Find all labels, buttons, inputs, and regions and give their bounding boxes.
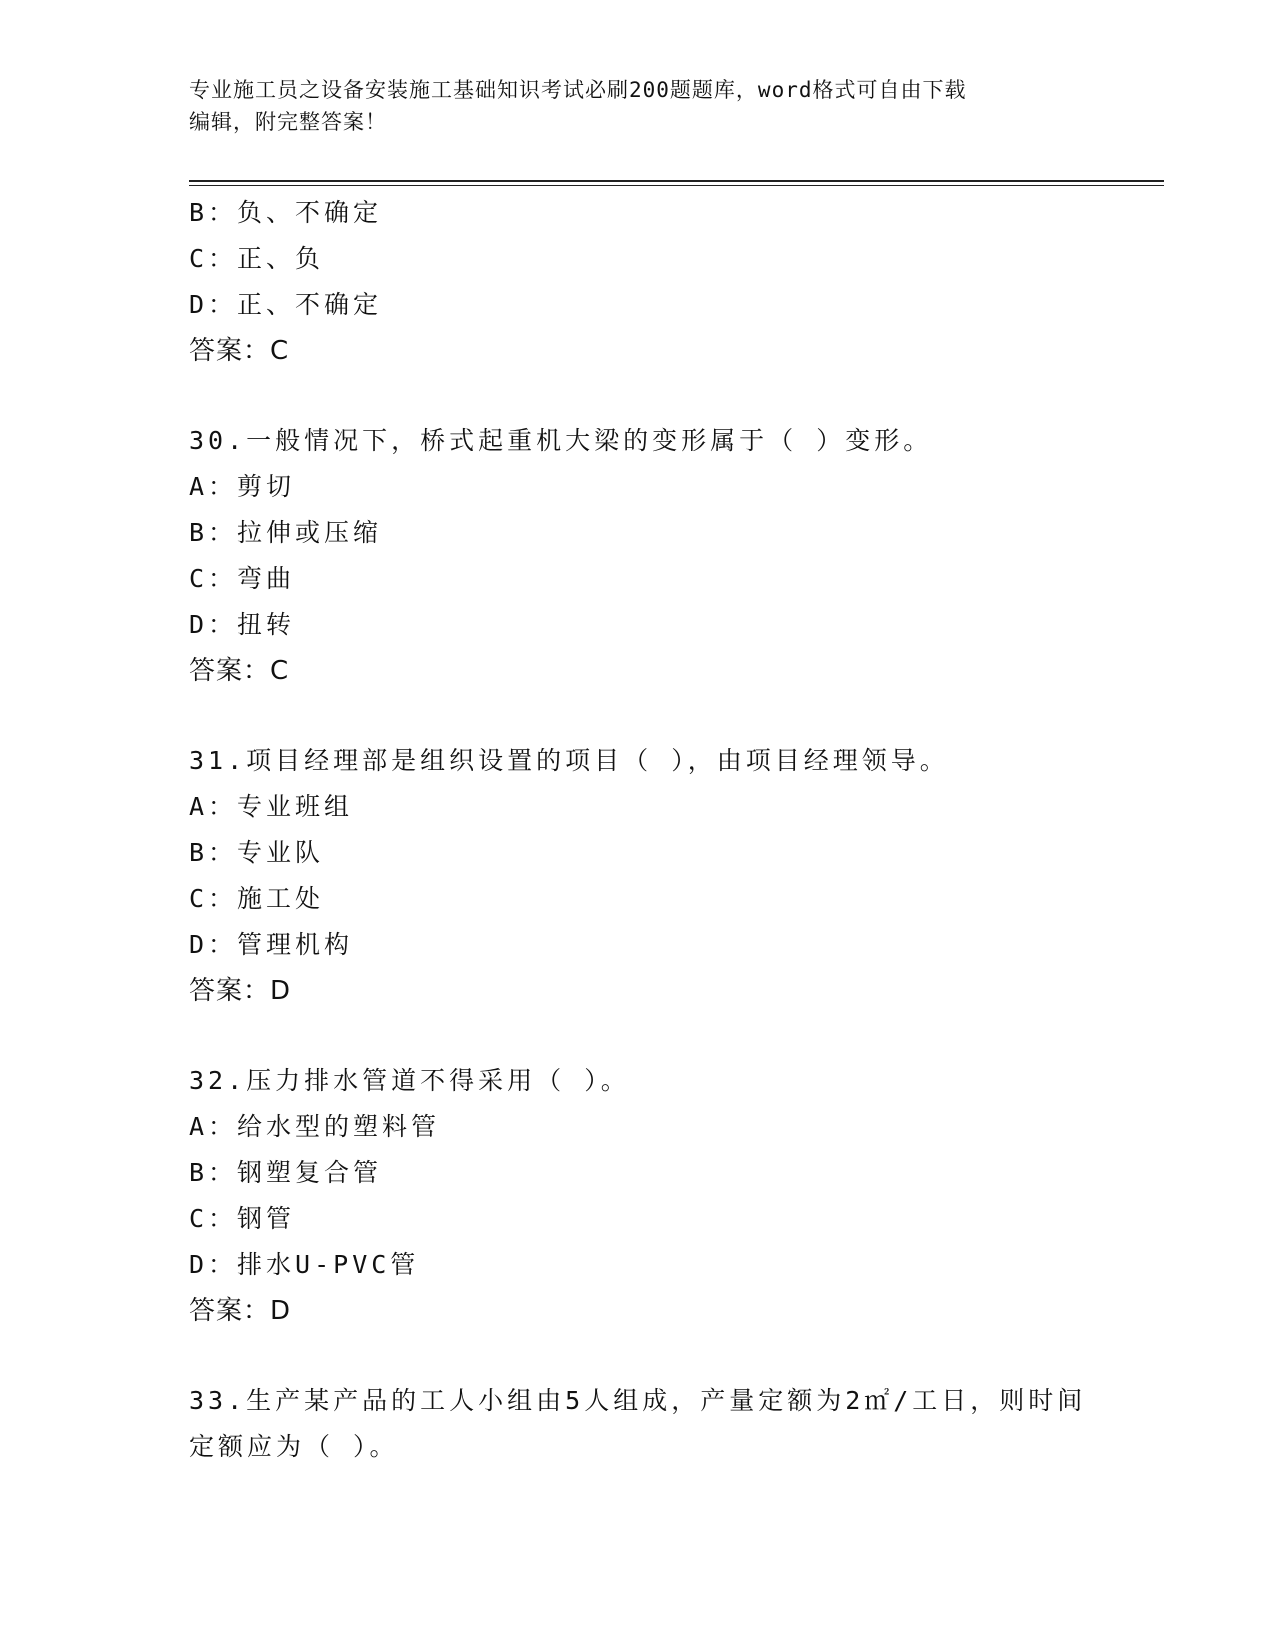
answer-label: 答案：D — [189, 1296, 292, 1326]
question-title: 32.压力排水管道不得采用（ ）。 — [189, 1066, 630, 1095]
spacer — [189, 694, 1149, 738]
question-title: 31.项目经理部是组织设置的项目（ ），由项目经理领导。 — [189, 746, 949, 775]
option-b: B：钢塑复合管 — [189, 1158, 383, 1187]
option-a: A：专业班组 — [189, 792, 354, 821]
document-header — [189, 74, 1089, 138]
question-title-line-1: 33.生产某产品的工人小组由5人组成，产量定额为2㎡/工日，则时间 — [189, 1386, 1087, 1415]
option-a: A：剪切 — [189, 472, 296, 501]
answer-label: 答案：D — [189, 976, 292, 1006]
spacer — [189, 1334, 1149, 1378]
option-a: A：给水型的塑料管 — [189, 1112, 441, 1141]
option-c: C：施工处 — [189, 884, 325, 913]
option-b: B：拉伸或压缩 — [189, 518, 383, 547]
question-31 — [189, 738, 1149, 1014]
question-list — [189, 190, 1149, 1470]
option-c: C：钢管 — [189, 1204, 296, 1233]
option-b: B：负、不确定 — [189, 198, 383, 227]
option-d: D：正、不确定 — [189, 290, 383, 319]
option-d: D：扭转 — [189, 610, 296, 639]
header-title-line-2: 编辑，附完整答案！ — [189, 110, 387, 134]
question-33 — [189, 1378, 1149, 1470]
spacer — [189, 374, 1149, 418]
header-title-line-1: 专业施工员之设备安装施工基础知识考试必刷200题题库，word格式可自由下载 — [189, 78, 967, 102]
question-title-line-2: 定额应为（ ）。 — [189, 1432, 399, 1461]
answer-label: 答案：C — [189, 336, 290, 366]
option-d: D：排水U-PVC管 — [189, 1250, 420, 1279]
header-divider-thick — [189, 180, 1164, 182]
question-30 — [189, 418, 1149, 694]
option-b: B：专业队 — [189, 838, 325, 867]
option-c: C：弯曲 — [189, 564, 296, 593]
question-32 — [189, 1058, 1149, 1334]
option-c: C：正、负 — [189, 244, 325, 273]
question-title: 30.一般情况下，桥式起重机大梁的变形属于（ ）变形。 — [189, 426, 933, 455]
option-d: D：管理机构 — [189, 930, 354, 959]
answer-label: 答案：C — [189, 656, 290, 686]
spacer — [189, 1014, 1149, 1058]
header-divider-thin — [189, 185, 1164, 186]
question-29-continuation — [189, 190, 1149, 374]
